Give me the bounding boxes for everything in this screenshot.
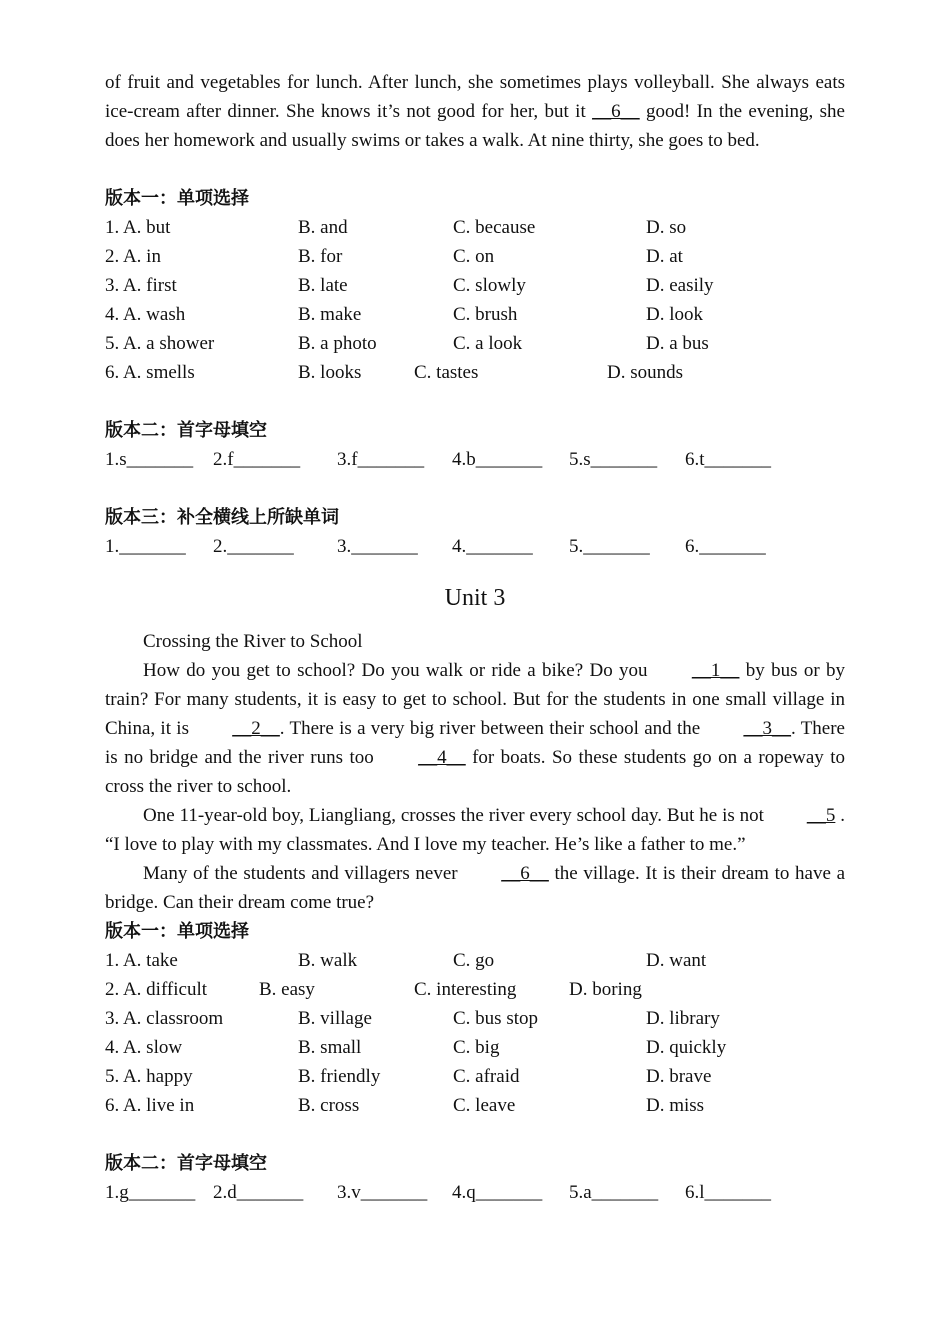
unit3-v2-heading: 版本二：首字母填空 bbox=[105, 1153, 267, 1174]
unit2-v2-blanks: 1.s_______ 2.f_______ 3.f_______ 4.b_______ 5.s_______ 6.t_______ bbox=[105, 449, 772, 470]
unit3-v2-blanks: 1.g_______ 2.d_______ 3.v_______ 4.q_______ 5.a_______ 6.l_______ bbox=[105, 1182, 772, 1203]
option-row: 1. A. take B. walk C. go D. want bbox=[105, 950, 707, 971]
blank-4: __4__ bbox=[418, 747, 466, 768]
unit2-v3-blanks: 1._______ 2._______ 3._______ 4._______ 5._______ 6._______ bbox=[105, 536, 766, 557]
unit3-paragraph-1: How do you get to school? Do you walk or ride a bike? Do you __1__ by bus or by train? For many students, it is easy to get to school. But for the students in one small village in China, it is __2__. There is a very big river between their school and the __3__. There is no bridge and the river runs too __4__ for boats. So these students go on a ropeway to cross the river to school. bbox=[105, 656, 845, 801]
option-row: 1. A. but B. and C. because D. so bbox=[105, 217, 687, 238]
unit3-title: Unit 3 bbox=[444, 585, 506, 611]
option-row: 6. A. live in B. cross C. leave D. miss bbox=[105, 1095, 705, 1116]
blank-2: __2__ bbox=[232, 718, 280, 739]
option-row: 4. A. wash B. make C. brush D. look bbox=[105, 304, 703, 325]
unit2-v2-heading: 版本二：首字母填空 bbox=[105, 420, 267, 441]
unit2-v1-options bbox=[105, 213, 845, 387]
unit2-v1-heading: 版本一：单项选择 bbox=[105, 188, 249, 209]
unit3-subtitle: Crossing the River to School bbox=[143, 631, 363, 652]
worksheet-page bbox=[105, 68, 845, 1207]
unit2-passage-tail: of fruit and vegetables for lunch. After lunch, she sometimes plays volleyball. She always eats ice-cream after dinner. She knows it’s not good for her, but it __6__ good! In the evening, she does her homework and usually swims or takes a walk. At nine thirty, she goes to bed. bbox=[105, 72, 845, 151]
unit3-paragraph-3: Many of the students and villagers never __6__ the village. It is their dream to have a bridge. Can their dream come true? bbox=[105, 859, 845, 917]
option-row: 6. A. smells B. looks C. tastes D. sounds bbox=[105, 362, 684, 383]
blank-6: __6__ bbox=[592, 101, 640, 122]
blank-3: __3__ bbox=[743, 718, 791, 739]
option-row: 2. A. in B. for C. on D. at bbox=[105, 246, 683, 267]
unit3-paragraph-2: One 11-year-old boy, Liangliang, crosses the river every school day. But he is not __5 . “I love to play with my classmates. And I love my teacher. He’s like a father to me.” bbox=[105, 801, 845, 859]
option-row: 5. A. happy B. friendly C. afraid D. brave bbox=[105, 1066, 712, 1087]
option-row: 4. A. slow B. small C. big D. quickly bbox=[105, 1037, 727, 1058]
blank-6: __6__ bbox=[501, 863, 549, 884]
option-row: 3. A. classroom B. village C. bus stop D. library bbox=[105, 1008, 720, 1029]
blank-1: __1__ bbox=[691, 660, 740, 681]
blank-5: __5 bbox=[806, 805, 836, 826]
option-row: 2. A. difficult B. easy C. interesting D. boring bbox=[105, 979, 642, 1000]
unit3-v1-heading: 版本一：单项选择 bbox=[105, 921, 249, 942]
unit2-v3-heading: 版本三：补全横线上所缺单词 bbox=[105, 507, 339, 528]
unit3-v1-options bbox=[105, 946, 845, 1120]
option-row: 3. A. first B. late C. slowly D. easily bbox=[105, 275, 714, 296]
option-row: 5. A. a shower B. a photo C. a look D. a bus bbox=[105, 333, 709, 354]
